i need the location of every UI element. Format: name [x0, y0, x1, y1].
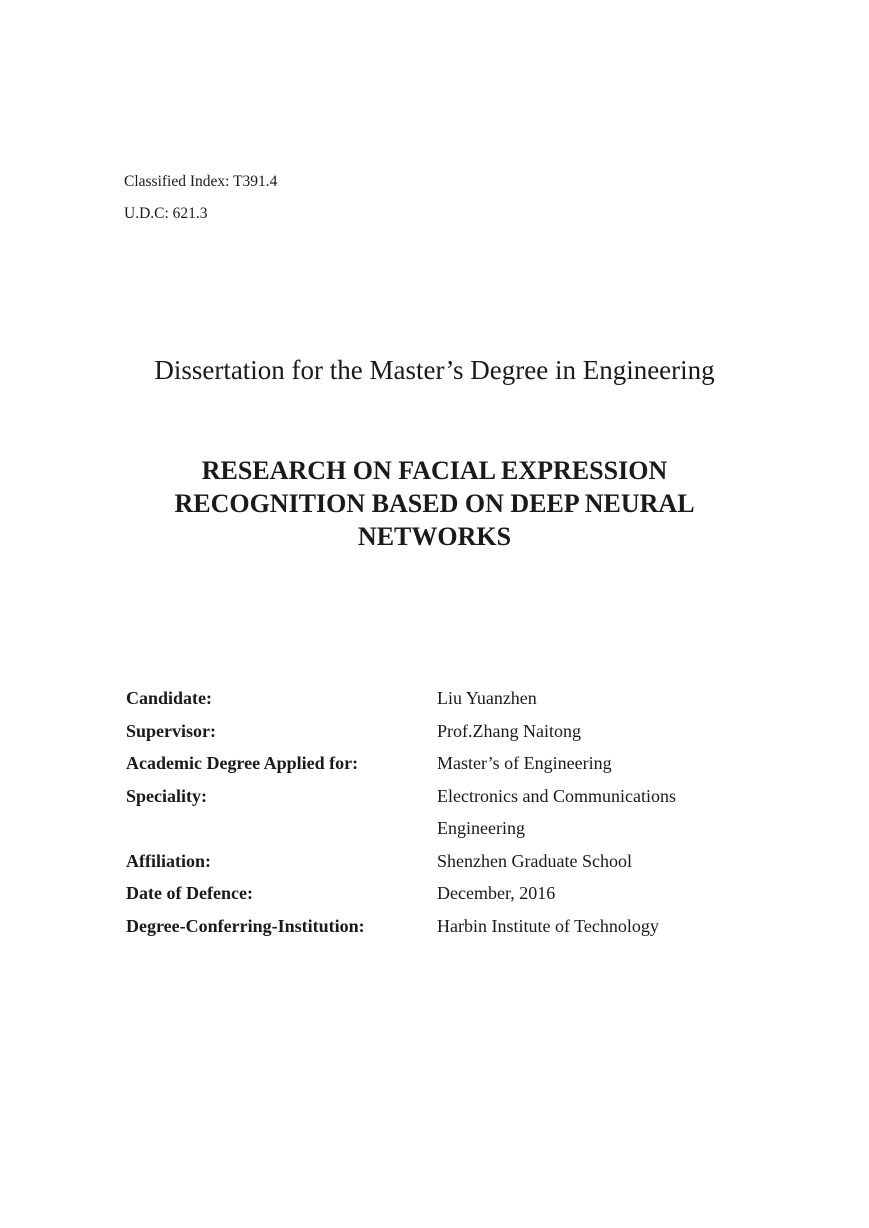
info-values	[437, 715, 767, 748]
dissertation-title	[0, 454, 869, 553]
info-label: Degree-Conferring-Institution:	[126, 915, 365, 936]
info-values	[437, 780, 767, 845]
info-value: Master’s of Engineering	[437, 753, 612, 773]
info-value: Electronics and Communications	[437, 785, 676, 806]
info-value: Prof.Zhang Naitong	[437, 720, 581, 741]
info-value: Liu Yuanzhen	[437, 688, 537, 708]
info-values	[437, 845, 767, 878]
info-row-candidate	[126, 682, 767, 715]
info-label: Supervisor:	[126, 720, 216, 741]
info-row-date-of-defence	[126, 877, 767, 910]
info-row-academic-degree	[126, 747, 767, 780]
info-values	[437, 682, 767, 715]
info-values	[437, 877, 767, 910]
info-value: December, 2016	[437, 883, 556, 903]
info-row-affiliation	[126, 845, 767, 878]
classification-block	[124, 166, 277, 230]
info-value: Harbin Institute of Technology	[437, 915, 659, 936]
info-label: Speciality:	[126, 785, 207, 806]
candidate-info-table	[126, 682, 767, 942]
degree-heading: Dissertation for the Master’s Degree in Engineering	[154, 355, 715, 385]
info-value: Shenzhen Graduate School	[437, 850, 632, 871]
udc-code: U.D.C: 621.3	[124, 205, 208, 222]
title-line: RESEARCH ON FACIAL EXPRESSION	[201, 456, 668, 485]
info-values	[437, 747, 767, 780]
classified-index: Classified Index: T391.4	[124, 173, 278, 190]
info-label: Affiliation:	[126, 850, 211, 871]
info-label: Academic Degree Applied for:	[126, 753, 359, 773]
info-value: Engineering	[437, 818, 525, 838]
info-row-speciality	[126, 780, 767, 845]
info-row-supervisor	[126, 715, 767, 748]
info-row-institution	[126, 910, 767, 943]
info-values	[437, 910, 767, 943]
info-label: Candidate:	[126, 688, 213, 708]
info-label: Date of Defence:	[126, 883, 253, 903]
title-line: NETWORKS	[357, 522, 512, 551]
title-line: RECOGNITION BASED ON DEEP NEURAL	[174, 489, 695, 518]
